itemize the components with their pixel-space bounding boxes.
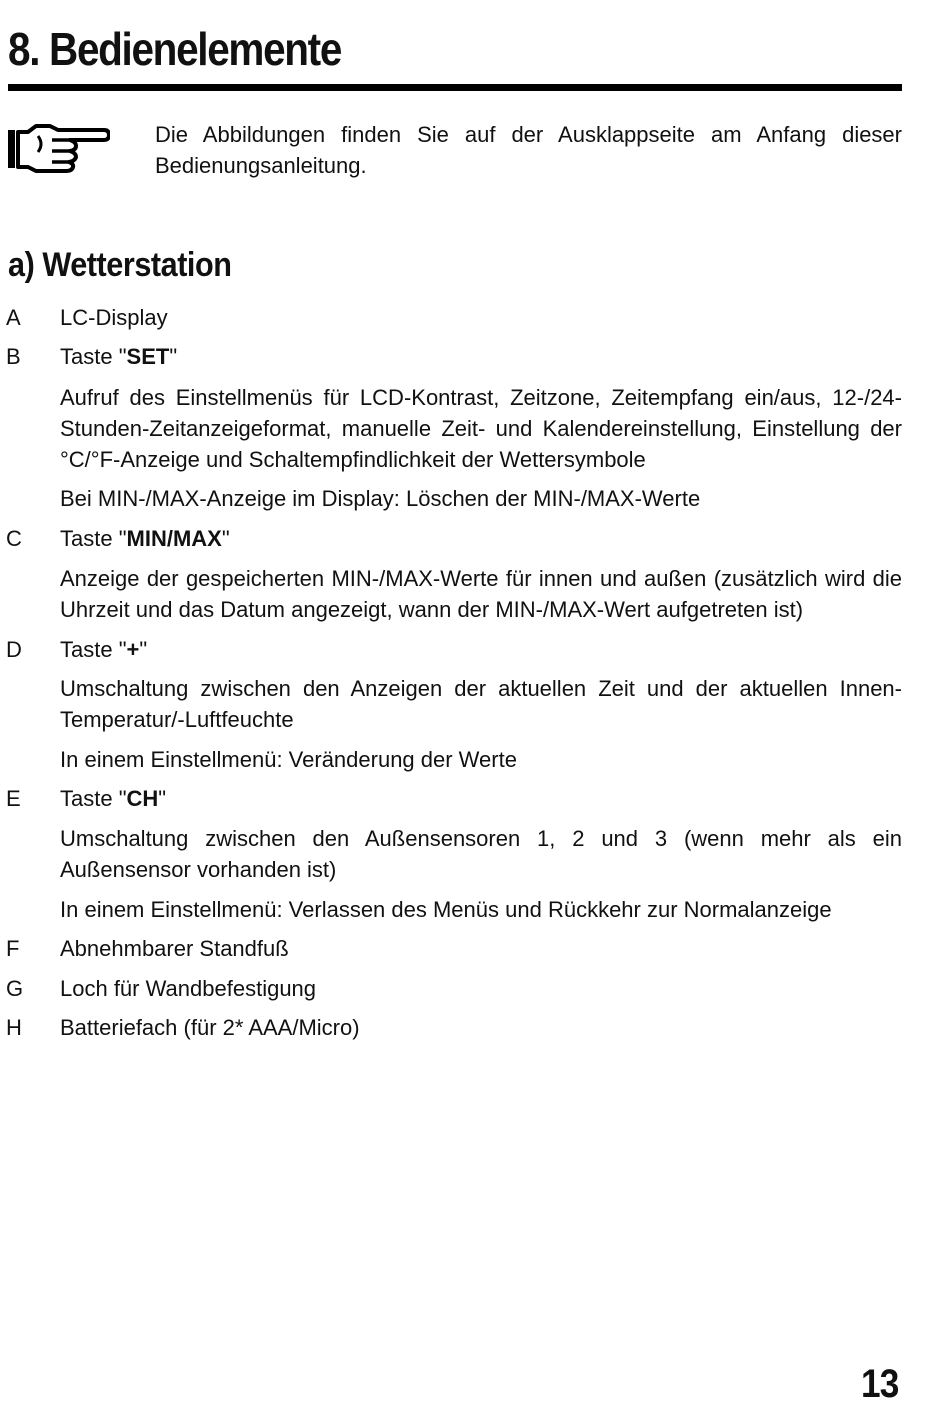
entry-letter: A [6, 305, 21, 330]
entry-description: In einem Einstellmenü: Verlassen des Menüs und Rückkehr zur Normalanzeige [60, 897, 832, 922]
entry-description: Bei MIN-/MAX-Anzeige im Display: Löschen der MIN-/MAX-Werte [60, 486, 701, 511]
entry-title: Taste "SET" [60, 344, 178, 369]
entry-title: Abnehmbarer Standfuß [60, 936, 289, 961]
page-title: 8. Bedienelemente [8, 23, 342, 75]
entry-title: Batteriefach (für 2* AAA/Micro) [60, 1015, 360, 1040]
entry-description: Anzeige der gespeicherten MIN-/MAX-Werte für innen und außen (zusätzlich wird die Uhrzeit und das Datum angezeigt, wann der MIN-/MAX-Wert aufgetreten ist) [60, 566, 902, 622]
entry-description: Umschaltung zwischen den Anzeigen der aktuellen Zeit und der aktuellen Innen-Temperatur/-Luftfeuchte [60, 676, 902, 732]
key-name: MIN/MAX [126, 526, 222, 551]
page-number: 13 [861, 1362, 899, 1406]
entry-letter: C [6, 526, 22, 551]
entry-title: Taste "MIN/MAX" [60, 526, 230, 551]
key-name: SET [126, 344, 170, 369]
entry-title: LC-Display [60, 305, 168, 330]
entry-letter: G [6, 976, 24, 1001]
entry-letter: B [6, 344, 21, 369]
pointing-hand-icon [6, 122, 110, 174]
title-rule [8, 84, 902, 91]
entry-title: Taste "+" [60, 637, 148, 662]
entry-title: Taste "CH" [60, 786, 167, 811]
entry-letter: H [6, 1015, 22, 1040]
entry-description: In einem Einstellmenü: Veränderung der Werte [60, 747, 517, 772]
entry-title: Loch für Wandbefestigung [60, 976, 317, 1001]
entry-letter: E [6, 786, 21, 811]
entry-letter: D [6, 637, 22, 662]
note-text: Die Abbildungen finden Sie auf der Ausklappseite am Anfang dieser Bedienungsanleitung. [155, 122, 902, 178]
entry-description: Umschaltung zwischen den Außensensoren 1, 2 und 3 (wenn mehr als ein Außensensor vorhanden ist) [60, 826, 902, 882]
section-heading: a) Wetterstation [8, 246, 232, 284]
entry-letter: F [6, 936, 20, 961]
entry-description: Aufruf des Einstellmenüs für LCD-Kontrast, Zeitzone, Zeitempfang ein/aus, 12-/24-Stunden-Zeitanzeigeformat, manuelle Zeit- und Kalendereinstellung, Einstellung der °C/°F-Anzeige und Schaltempfindlichkeit der Wettersymbole [60, 385, 902, 472]
key-name: CH [126, 786, 159, 811]
key-name: + [126, 637, 140, 662]
